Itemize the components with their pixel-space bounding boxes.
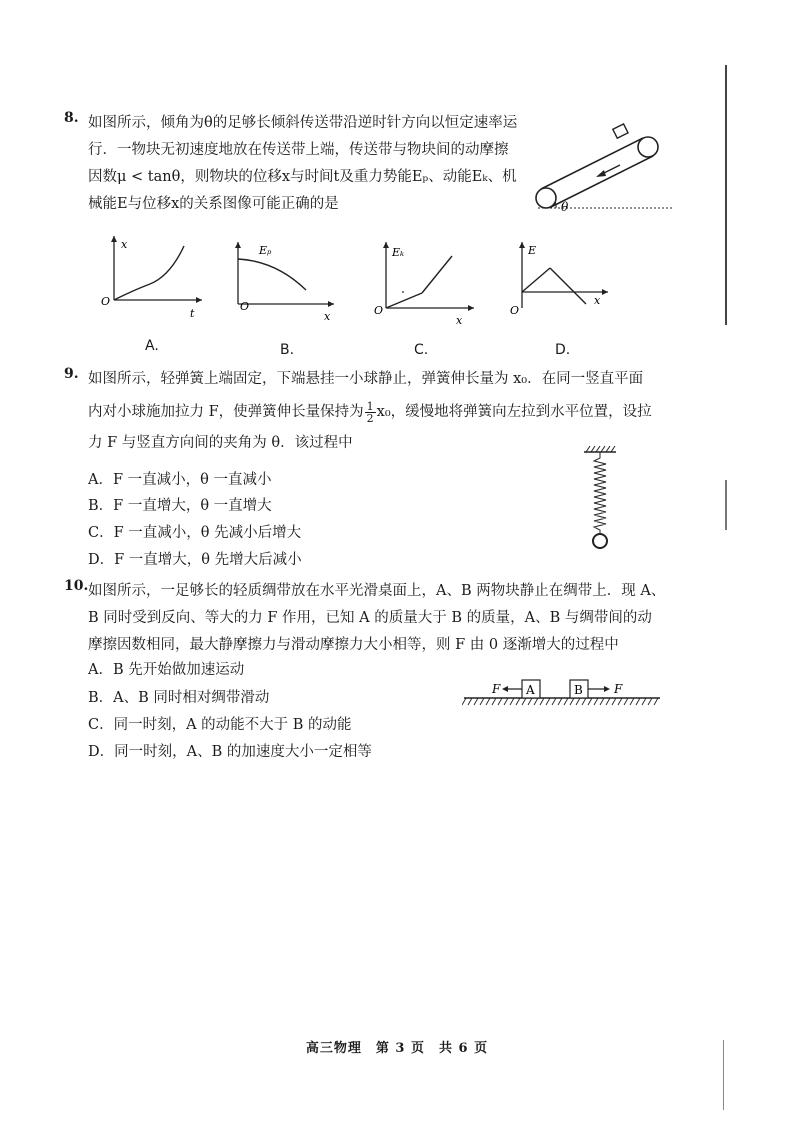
graph-c-y-label: Eₖ: [392, 246, 405, 259]
q9-option-d: D．F 一直增大，θ 先增大后减小: [88, 552, 302, 568]
graph-d-label: D.: [555, 342, 571, 358]
force-right-label: F: [614, 682, 623, 696]
q9-number: 9.: [64, 366, 79, 382]
graph-b-x-label: x: [324, 310, 331, 323]
graph-c: [370, 238, 485, 328]
q9-line-1: 如图所示，轻弹簧上端固定，下端悬挂一小球静止，弹簧伸长量为 x₀．在同一竖直平面: [88, 371, 644, 387]
q9-line-2-pre: 内对小球施加拉力 F，使弹簧伸长量保持为: [88, 404, 364, 420]
q9-option-a: A．F 一直减小，θ 一直减小: [88, 472, 272, 488]
q8-line-2: 行．一物块无初速度地放在传送带上端，传送带与物块间的动摩擦: [88, 142, 509, 158]
graph-d-origin: O: [510, 304, 520, 317]
q8-line-3: 因数μ < tanθ，则物块的位移x与时间t及重力势能Eₚ、动能Eₖ、机: [88, 169, 517, 185]
force-left-label: F: [492, 682, 501, 696]
graph-d-x-label: x: [594, 294, 601, 307]
angle-theta-label: θ: [561, 200, 569, 214]
q10-option-d: D．同一时刻，A、B 的加速度大小一定相等: [88, 744, 372, 760]
q9-line-2-post: x₀，缓慢地将弹簧向左拉到水平位置，设拉: [376, 404, 652, 420]
graph-a-y-label: x: [121, 238, 128, 251]
graph-b-origin: O: [240, 300, 250, 313]
graph-b: [226, 238, 341, 328]
block-a-label: A: [526, 683, 535, 697]
q10-line-2: B 同时受到反向、等大的力 F 作用，已知 A 的质量大于 B 的质量，A、B 与绸带间的动: [88, 610, 652, 626]
graph-a-label: A.: [145, 338, 159, 354]
q9-option-c: C．F 一直减小，θ 先减小后增大: [88, 525, 302, 541]
binding-edge-line-lower: [725, 480, 727, 530]
fraction-numerator: 1: [366, 399, 374, 413]
graph-a-origin: O: [101, 295, 111, 308]
ribbon-blocks-figure: [462, 674, 662, 710]
page-footer: 高三物理 第 3 页 共 6 页: [305, 1041, 489, 1056]
q10-option-b: B．A、B 同时相对绸带滑动: [88, 690, 270, 706]
graph-c-x-label: x: [456, 314, 463, 327]
q10-line-1: 如图所示，一足够长的轻质绸带放在水平光滑桌面上，A、B 两物块静止在绸带上．现 A、: [88, 583, 666, 599]
graph-a-x-label: t: [190, 307, 195, 320]
q10-option-c: C．同一时刻，A 的动能不大于 B 的动能: [88, 717, 352, 733]
block-b-label: B: [574, 683, 583, 697]
q8-stem: [88, 110, 528, 218]
q10-stem: [88, 578, 668, 659]
spring-figure: [580, 444, 620, 554]
one-half-fraction: [365, 401, 376, 424]
q9-line-3: 力 F 与竖直方向间的夹角为 θ．该过程中: [88, 435, 353, 451]
graph-c-origin: O: [374, 304, 384, 317]
binding-edge-line: [725, 65, 727, 325]
q10-option-a: A．B 先开始做加速运动: [88, 662, 245, 678]
fraction-denominator: 2: [366, 411, 374, 425]
conveyor-belt-figure: [528, 122, 678, 222]
q8-line-4: 械能E与位移x的关系图像可能正确的是: [88, 196, 339, 212]
graph-b-y-label: Eₚ: [259, 244, 272, 257]
q10-number: 10.: [64, 578, 89, 594]
q9-line-2: [88, 399, 668, 426]
graph-b-label: B.: [280, 342, 295, 358]
q8-number: 8.: [64, 110, 79, 126]
graph-d: [508, 238, 618, 328]
graph-c-label: C.: [414, 342, 429, 358]
graph-a: [98, 232, 208, 322]
graph-d-y-label: E: [528, 244, 537, 257]
q10-line-3: 摩擦因数相同，最大静摩擦力与滑动摩擦力大小相等，则 F 由 0 逐渐增大的过程中: [88, 637, 619, 653]
q9-option-b: B．F 一直增大，θ 一直增大: [88, 498, 272, 514]
q8-line-1: 如图所示，倾角为θ的足够长倾斜传送带沿逆时针方向以恒定速率运: [88, 115, 518, 131]
